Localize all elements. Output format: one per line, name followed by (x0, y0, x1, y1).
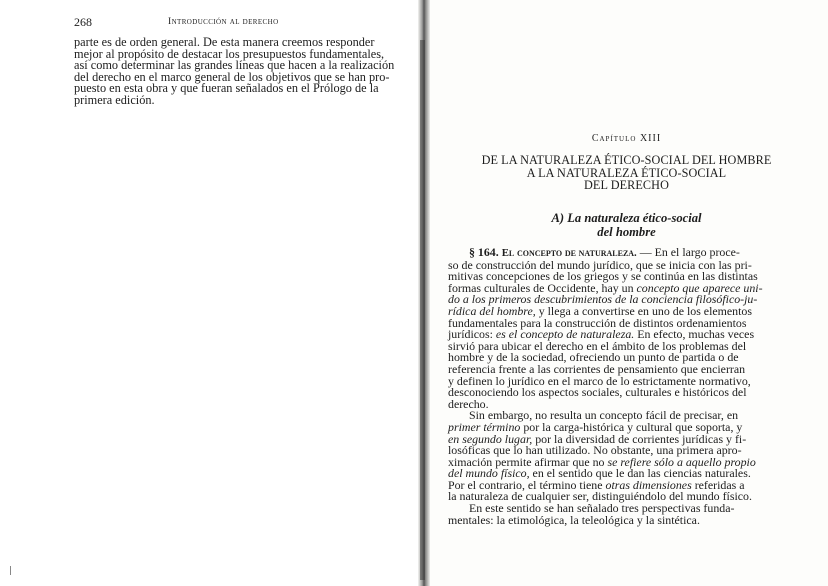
text-line: mentales: la etimológica, la teleológica y la sintética. (448, 512, 700, 527)
text-run: formas culturales de Occidente, hay un (448, 280, 637, 295)
text-run: ximación permite afirmar que no (448, 454, 608, 469)
text-line: y definen lo jurídico en el marco de lo estrictamente normativo, (448, 373, 751, 388)
section-title (425, 211, 828, 239)
text-line: parte es de orden general. De esta manera creemos responder (74, 35, 375, 49)
chapter-label: Capítulo XIII (591, 133, 662, 144)
italic-run: primer término (448, 419, 521, 434)
text-line: losóficas que lo han utilizado. No obstante, una primera apro- (448, 443, 742, 458)
text-line: mejor al propósito de destacar los presupuestos fundamentales, (74, 46, 385, 61)
italic-run: del mundo físico, (448, 466, 530, 481)
text-line: En este sentido se han señalado tres perspectivas funda- (469, 501, 735, 516)
section-number: § 164. (469, 245, 502, 259)
text-run: En efecto, muchas veces (634, 327, 755, 342)
text-run: por la diversidad de corrientes jurídicas y fi- (532, 431, 747, 446)
text-line: primera edición. (74, 92, 155, 107)
running-head: Introducción al derecho (168, 16, 279, 27)
section-heading: El concepto de naturaleza. (501, 247, 637, 259)
text-line: Sin embargo, no resulta un concepto fácil de precisar, en (469, 408, 739, 423)
text-run: y llega a convertirse en uno de los elementos (535, 303, 753, 318)
text-line: sirvió para ubicar el derecho en el ámbito de los problemas del (448, 338, 747, 353)
chapter-title-line: DE LA NATURALEZA ÉTICO-SOCIAL DEL HOMBRE (481, 153, 772, 167)
text-run: referidas a (691, 477, 745, 492)
text-line: do a los primeros descubrimientos de la conciencia filosófico-ju- (448, 292, 758, 307)
text-line: del derecho en el marco general de los objetivos que se han pro- (74, 69, 390, 84)
chapter-title-line: DEL DERECHO (584, 178, 669, 192)
text-line: mitivas concepciones de los griegos y se continúa en las distintas (448, 269, 758, 284)
text-run: — En el largo proce- (636, 245, 740, 259)
italic-run: otras dimensiones (605, 477, 692, 492)
italic-run: es el concepto de naturaleza. (495, 327, 635, 342)
left-paragraph (74, 35, 395, 107)
italic-run: se refiere sólo a aquello propio (607, 454, 756, 469)
margin-mark (10, 566, 11, 575)
text-line: so de construcción del mundo jurídico, que se inicia con las pri- (448, 257, 752, 272)
chapter-title-line: A LA NATURALEZA ÉTICO-SOCIAL (526, 165, 727, 180)
body-text (448, 245, 763, 527)
italic-run: en segundo lugar, (448, 431, 533, 446)
gutter-shadow (420, 40, 425, 580)
text-run: por la carga-histórica y cultural que soporta, y (520, 419, 743, 434)
italic-run: concepto que aparece uni- (636, 280, 763, 295)
text-line: fundamentales para la construcción de distintos ordenamientos (448, 315, 747, 330)
text-run: jurídicos: (448, 327, 496, 342)
chapter-title (425, 154, 828, 192)
italic-run: rídica del hombre, (448, 303, 536, 318)
text-line: hombre y de la sociedad, ofreciendo un punto de partida o de (448, 350, 739, 365)
page-number: 268 (74, 15, 92, 29)
section-title-line: del hombre (597, 225, 656, 239)
text-line: la naturaleza de cualquier ser, distinguiéndolo del mundo físico. (448, 489, 752, 504)
section-title-line: A) La naturaleza ético-social (551, 211, 702, 225)
text-line: desconociendo los aspectos sociales, culturales e históricos del (448, 385, 747, 400)
text-line: puesto en esta obra y que fueran señalados en el Prólogo de la (74, 81, 379, 96)
text-run: Por el contrario, el término tiene (448, 477, 606, 492)
text-line: así como determinar las grandes líneas que hacen a la realización (74, 58, 395, 73)
text-line: derecho. (448, 396, 489, 411)
text-run: en el sentido que le dan las ciencias naturales. (529, 466, 751, 481)
text-line: referencia frente a las corrientes de pensamiento que encierran (448, 361, 746, 376)
